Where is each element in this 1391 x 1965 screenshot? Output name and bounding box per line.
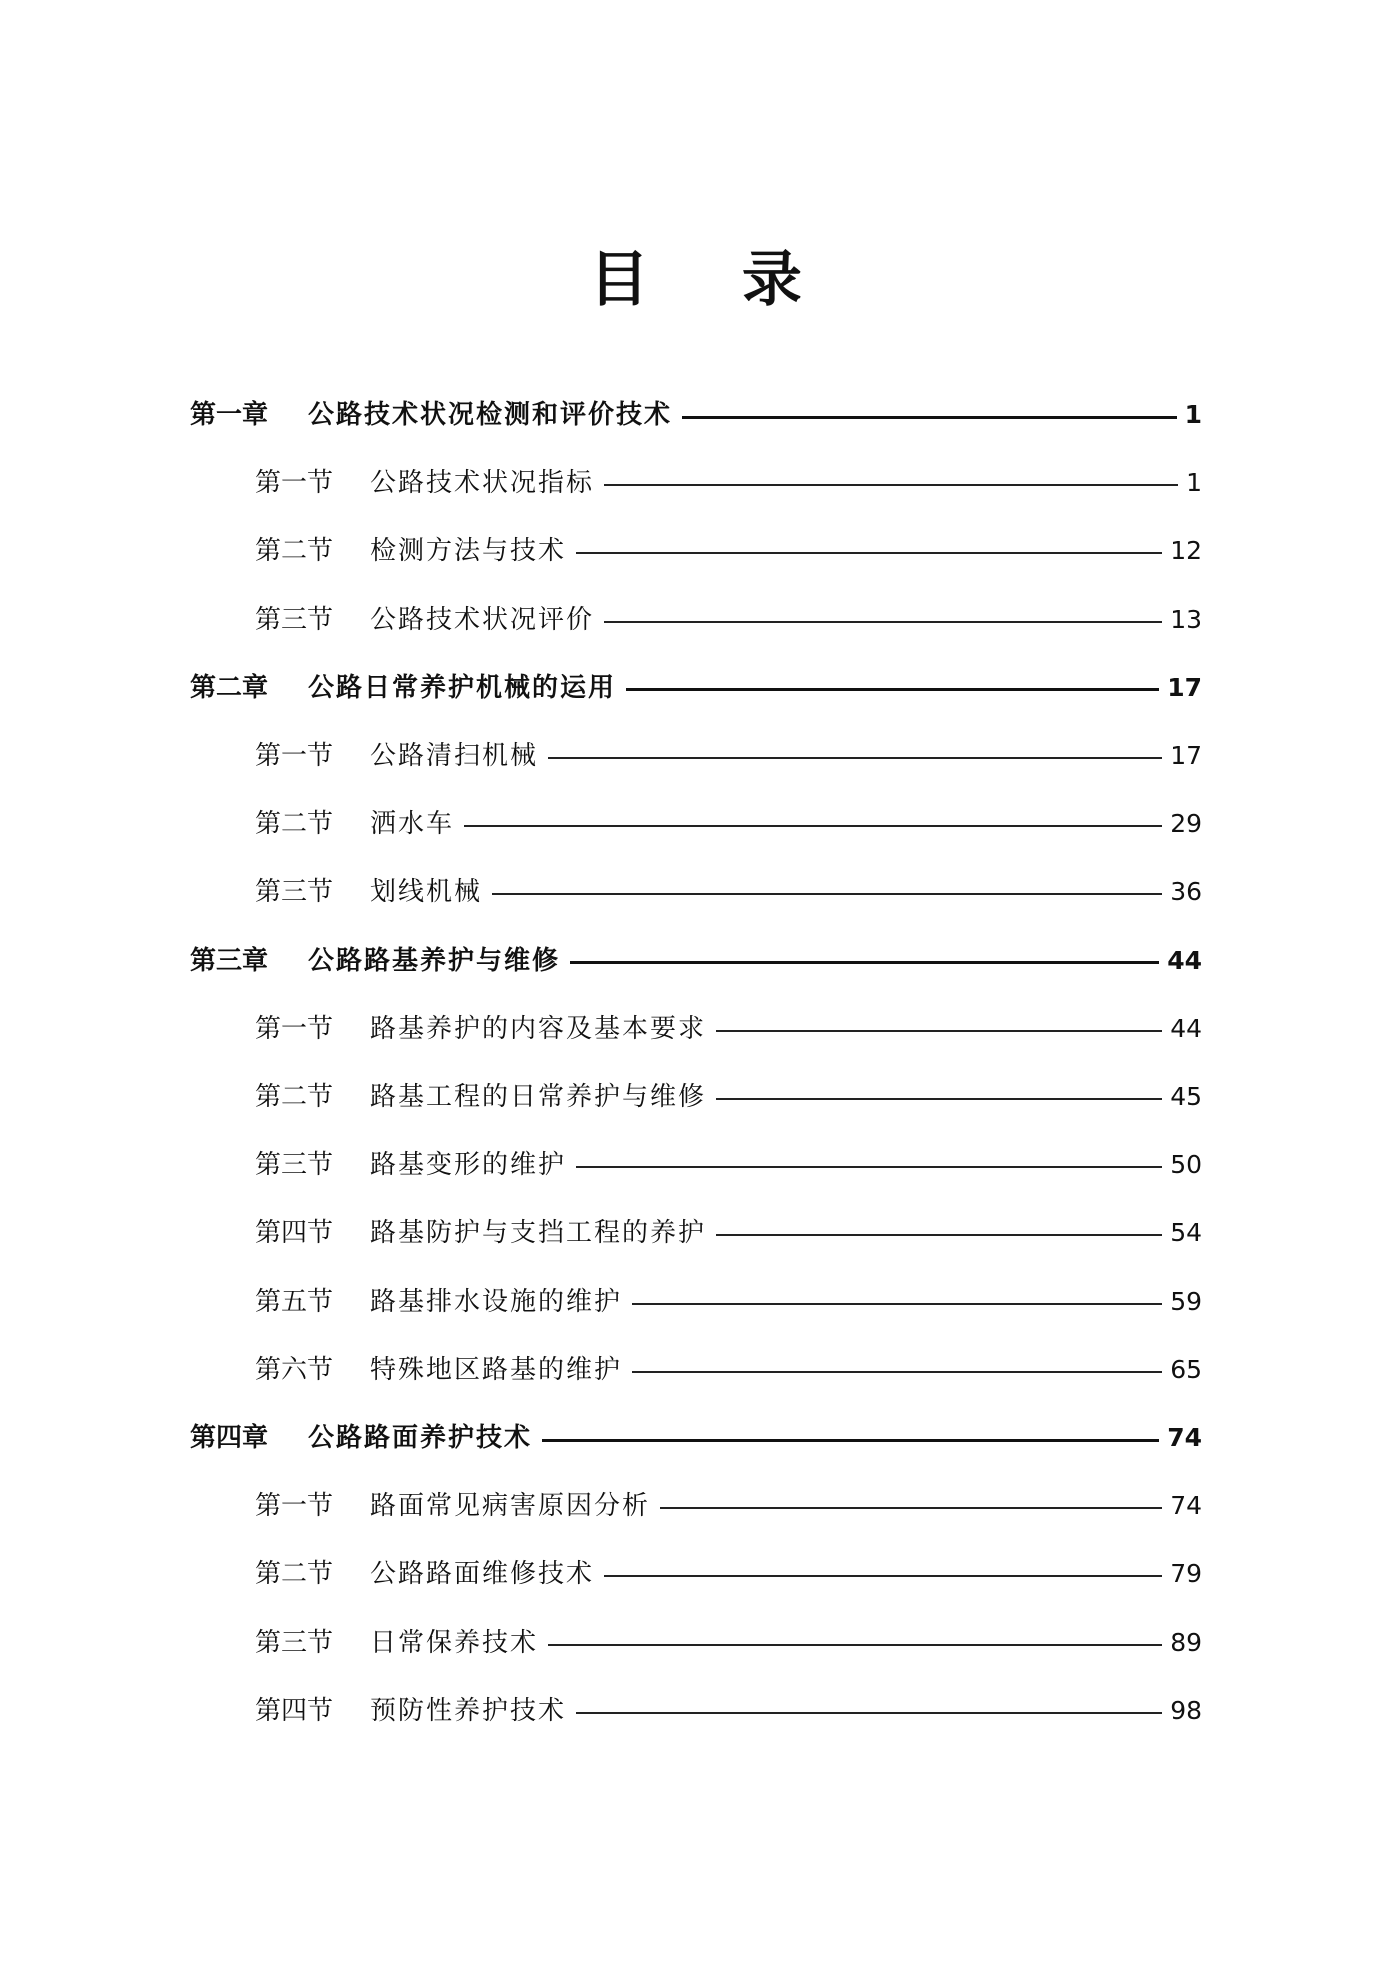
section-title: 日常保养技术 — [370, 1627, 539, 1658]
page-number: 65 — [1170, 1354, 1202, 1384]
dot-leader — [626, 688, 1159, 691]
page-number: 89 — [1170, 1627, 1202, 1657]
dot-leader — [604, 1575, 1162, 1577]
section-title: 检测方法与技术 — [370, 536, 567, 567]
section-label: 第二节 — [255, 809, 334, 840]
dot-leader — [464, 825, 1162, 827]
toc-section-row — [255, 1618, 1202, 1668]
dot-leader — [542, 1439, 1159, 1442]
chapter-title: 公路技术状况检测和评价技术 — [308, 400, 673, 430]
chapter-label: 第二章 — [190, 672, 269, 703]
page-number: 45 — [1170, 1082, 1202, 1111]
toc-section-row — [255, 526, 1202, 576]
dot-leader — [548, 757, 1162, 759]
page-number: 74 — [1167, 1423, 1202, 1452]
section-title: 路基变形的维护 — [370, 1150, 567, 1181]
dot-leader — [604, 621, 1162, 623]
section-label: 第一节 — [255, 468, 334, 499]
dot-leader — [632, 1371, 1162, 1373]
toc-section-row — [255, 731, 1202, 781]
section-label: 第一节 — [255, 1013, 334, 1044]
dot-leader — [548, 1644, 1162, 1646]
chapter-title: 公路日常养护机械的运用 — [308, 672, 617, 703]
section-title: 划线机械 — [370, 877, 483, 908]
section-label: 第五节 — [255, 1286, 334, 1317]
section-label: 第二节 — [255, 1559, 334, 1590]
section-label: 第六节 — [255, 1354, 334, 1385]
chapter-title: 公路路基养护与维修 — [308, 945, 561, 976]
toc-section-row — [255, 799, 1202, 849]
page-number: 59 — [1170, 1286, 1202, 1316]
page-number: 74 — [1170, 1491, 1202, 1521]
dot-leader — [660, 1507, 1162, 1509]
chapter-label: 第一章 — [190, 400, 269, 430]
section-title: 洒水车 — [370, 809, 455, 840]
toc-section-row — [255, 1072, 1202, 1122]
page-number: 1 — [1184, 400, 1202, 429]
page-number: 79 — [1170, 1559, 1202, 1589]
dot-leader — [570, 961, 1159, 964]
page-number: 13 — [1170, 604, 1202, 634]
dot-leader — [576, 1712, 1162, 1714]
section-title: 公路清扫机械 — [370, 741, 539, 771]
section-title: 特殊地区路基的维护 — [370, 1354, 623, 1385]
dot-leader — [682, 416, 1177, 419]
page-number: 1 — [1186, 468, 1202, 498]
toc-section-row — [255, 1549, 1202, 1599]
page-number: 50 — [1170, 1150, 1202, 1180]
toc-section-row — [255, 1140, 1202, 1190]
page-number: 12 — [1170, 536, 1202, 566]
page-number: 44 — [1167, 945, 1202, 975]
chapter-label: 第三章 — [190, 945, 269, 976]
toc-section-row — [255, 1277, 1202, 1327]
dot-leader — [716, 1030, 1162, 1032]
dot-leader — [632, 1303, 1162, 1305]
toc-chapter-row — [190, 390, 1202, 440]
toc-section-row — [255, 1208, 1202, 1258]
section-title: 公路技术状况指标 — [370, 468, 595, 499]
section-label: 第三节 — [255, 1150, 334, 1181]
dot-leader — [604, 484, 1178, 486]
section-label: 第三节 — [255, 877, 334, 908]
section-label: 第三节 — [255, 1627, 334, 1658]
section-label: 第二节 — [255, 1082, 334, 1112]
section-title: 公路技术状况评价 — [370, 604, 595, 635]
dot-leader — [716, 1098, 1162, 1100]
toc-chapter-row — [190, 936, 1202, 986]
dot-leader — [492, 893, 1162, 895]
toc-section-row — [255, 867, 1202, 917]
page-number: 54 — [1170, 1218, 1202, 1248]
dot-leader — [576, 1166, 1162, 1168]
page-number: 17 — [1170, 741, 1202, 770]
toc-section-row — [255, 1481, 1202, 1531]
section-title: 公路路面维修技术 — [370, 1559, 595, 1590]
toc-section-row — [255, 1686, 1202, 1736]
section-title: 路基排水设施的维护 — [370, 1286, 623, 1317]
page-number: 36 — [1170, 877, 1202, 907]
toc-chapter-row — [190, 1413, 1202, 1463]
dot-leader — [576, 552, 1162, 554]
toc-chapter-row — [190, 663, 1202, 713]
page-number: 17 — [1167, 672, 1202, 702]
section-label: 第四节 — [255, 1695, 334, 1726]
section-label: 第三节 — [255, 604, 334, 635]
dot-leader — [716, 1234, 1162, 1236]
section-label: 第一节 — [255, 741, 334, 771]
chapter-title: 公路路面养护技术 — [308, 1423, 533, 1453]
page-number: 44 — [1170, 1013, 1202, 1043]
page-number: 98 — [1170, 1695, 1202, 1725]
toc-section-row — [255, 1345, 1202, 1395]
section-label: 第二节 — [255, 536, 334, 567]
section-title: 路基养护的内容及基本要求 — [370, 1013, 707, 1044]
page-title: 目 录 — [589, 245, 838, 315]
toc-section-row — [255, 1004, 1202, 1054]
chapter-label: 第四章 — [190, 1423, 269, 1453]
section-label: 第一节 — [255, 1491, 334, 1522]
toc-section-row — [255, 595, 1202, 645]
section-title: 路基工程的日常养护与维修 — [370, 1082, 707, 1112]
section-title: 预防性养护技术 — [370, 1695, 567, 1726]
section-title: 路面常见病害原因分析 — [370, 1491, 651, 1522]
section-label: 第四节 — [255, 1218, 334, 1249]
page-number: 29 — [1170, 809, 1202, 839]
section-title: 路基防护与支挡工程的养护 — [370, 1218, 707, 1249]
toc-section-row — [255, 458, 1202, 508]
